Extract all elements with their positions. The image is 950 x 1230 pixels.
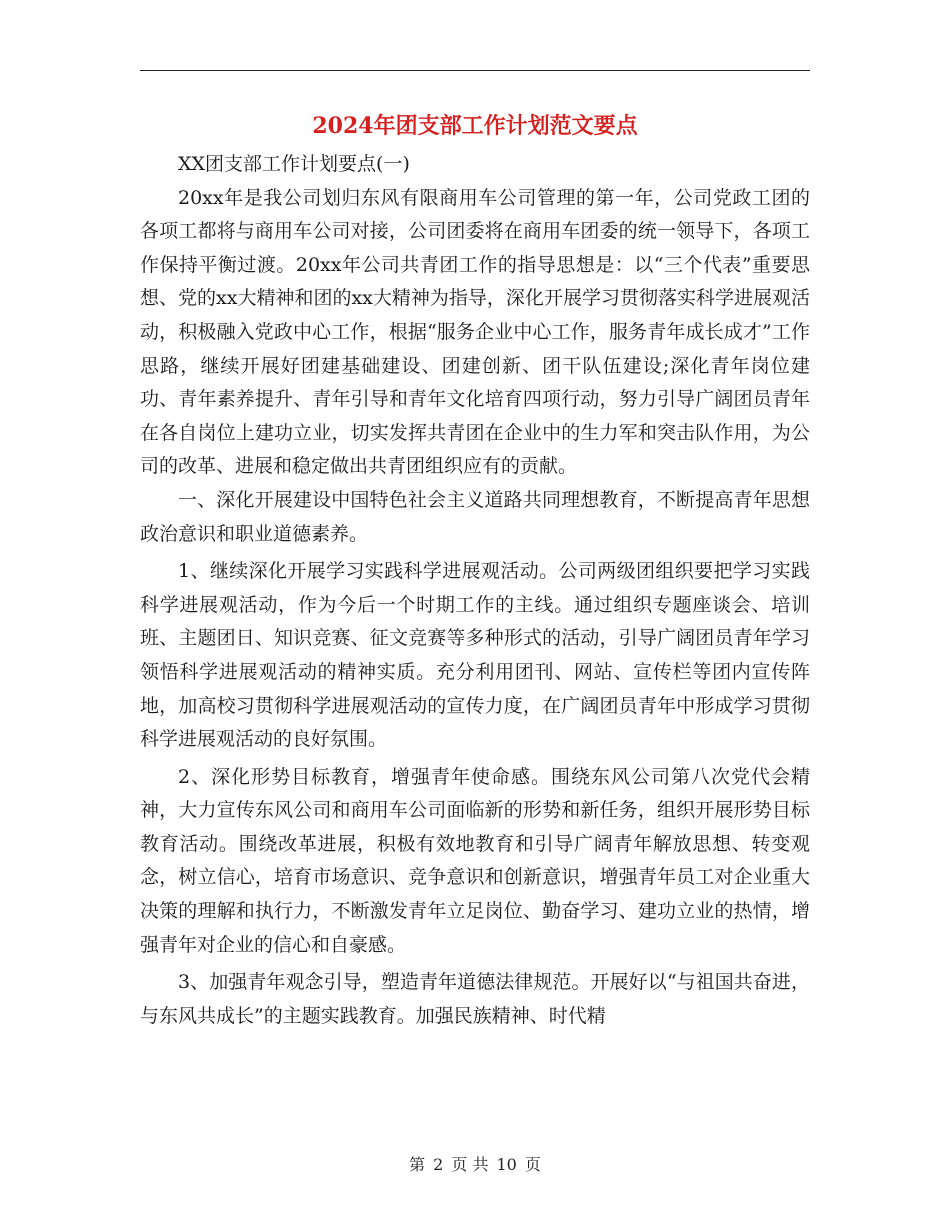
intro-paragraph: 20xx年是我公司划归东风有限商用车公司管理的第一年，公司党政工团的各项工都将与商用车公司对接，公司团委将在商用车团委的统一领导下，各项工作保持平衡过渡。20xx年公司共青团工作的指导思想是：以“三个代表”重要思想、党的xx大精神和团的xx大精神为指导，深化开展学习贯彻落实科学进展观活动，积极融入党政中心工作，根据“服务企业中心工作，服务青年成长成才”工作思路，继续开展好团建基础建设、团建创新、团干队伍建设;深化青年岗位建功、青年素养提升、青年引导和青年文化培育四项行动，努力引导广阔团员青年在各自岗位上建功立业，切实发挥共青团在企业中的生力军和突击队作用，为公司的改革、进展和稳定做出共青团组织应有的贡献。	[140, 186, 810, 478]
item-one-paragraph: 1、继续深化开展学习实践科学进展观活动。公司两级团组织要把学习实践科学进展观活动，作为今后一个时期工作的主线。通过组织专题座谈会、培训班、主题团日、知识竞赛、征文竞赛等多种形式的活动，引导广阔团员青年学习领悟科学进展观活动的精神实质。充分利用团刊、网站、宣传栏等团内宣传阵地，加高校习贯彻科学进展观活动的宣传力度，在广阔团员青年中形成学习贯彻科学进展观活动的良好氛围。	[140, 560, 810, 751]
footer-prefix: 第	[409, 1155, 426, 1174]
page-footer	[140, 1154, 810, 1176]
footer-suffix: 页	[524, 1155, 541, 1174]
item-three-paragraph: 3、加强青年观念引导，塑造青年道德法律规范。开展好以“与祖国共奋进，与东风共成长”的主题实践教育。加强民族精神、时代精	[140, 971, 810, 1027]
document-body	[140, 148, 810, 1033]
section-one-heading: 一、深化开展建设中国特色社会主义道路共同理想教育，不断提高青年思想政治意识和职业道德素养。	[140, 488, 810, 545]
footer-middle: 页 共	[451, 1155, 489, 1174]
section-heading: XX团支部工作计划要点(一)	[178, 153, 410, 175]
current-page-number: 2	[433, 1155, 444, 1174]
item-two-paragraph: 2、深化形势目标教育，增强青年使命感。围绕东风公司第八次党代会精神，大力宣传东风公司和商用车公司面临新的形势和新任务，组织开展形势目标教育活动。围绕改革进展，积极有效地教育和引导广阔青年解放思想、转变观念，树立信心，培育市场意识、竞争意识和创新意识，增强青年员工对企业重大决策的理解和执行力，不断激发青年立足岗位、勤奋学习、建功立业的热情，增强青年对企业的信心和自豪感。	[140, 765, 810, 956]
header-rule	[140, 70, 810, 71]
document-title: 2024年团支部工作计划范文要点	[312, 113, 638, 139]
total-page-count: 10	[496, 1155, 517, 1174]
